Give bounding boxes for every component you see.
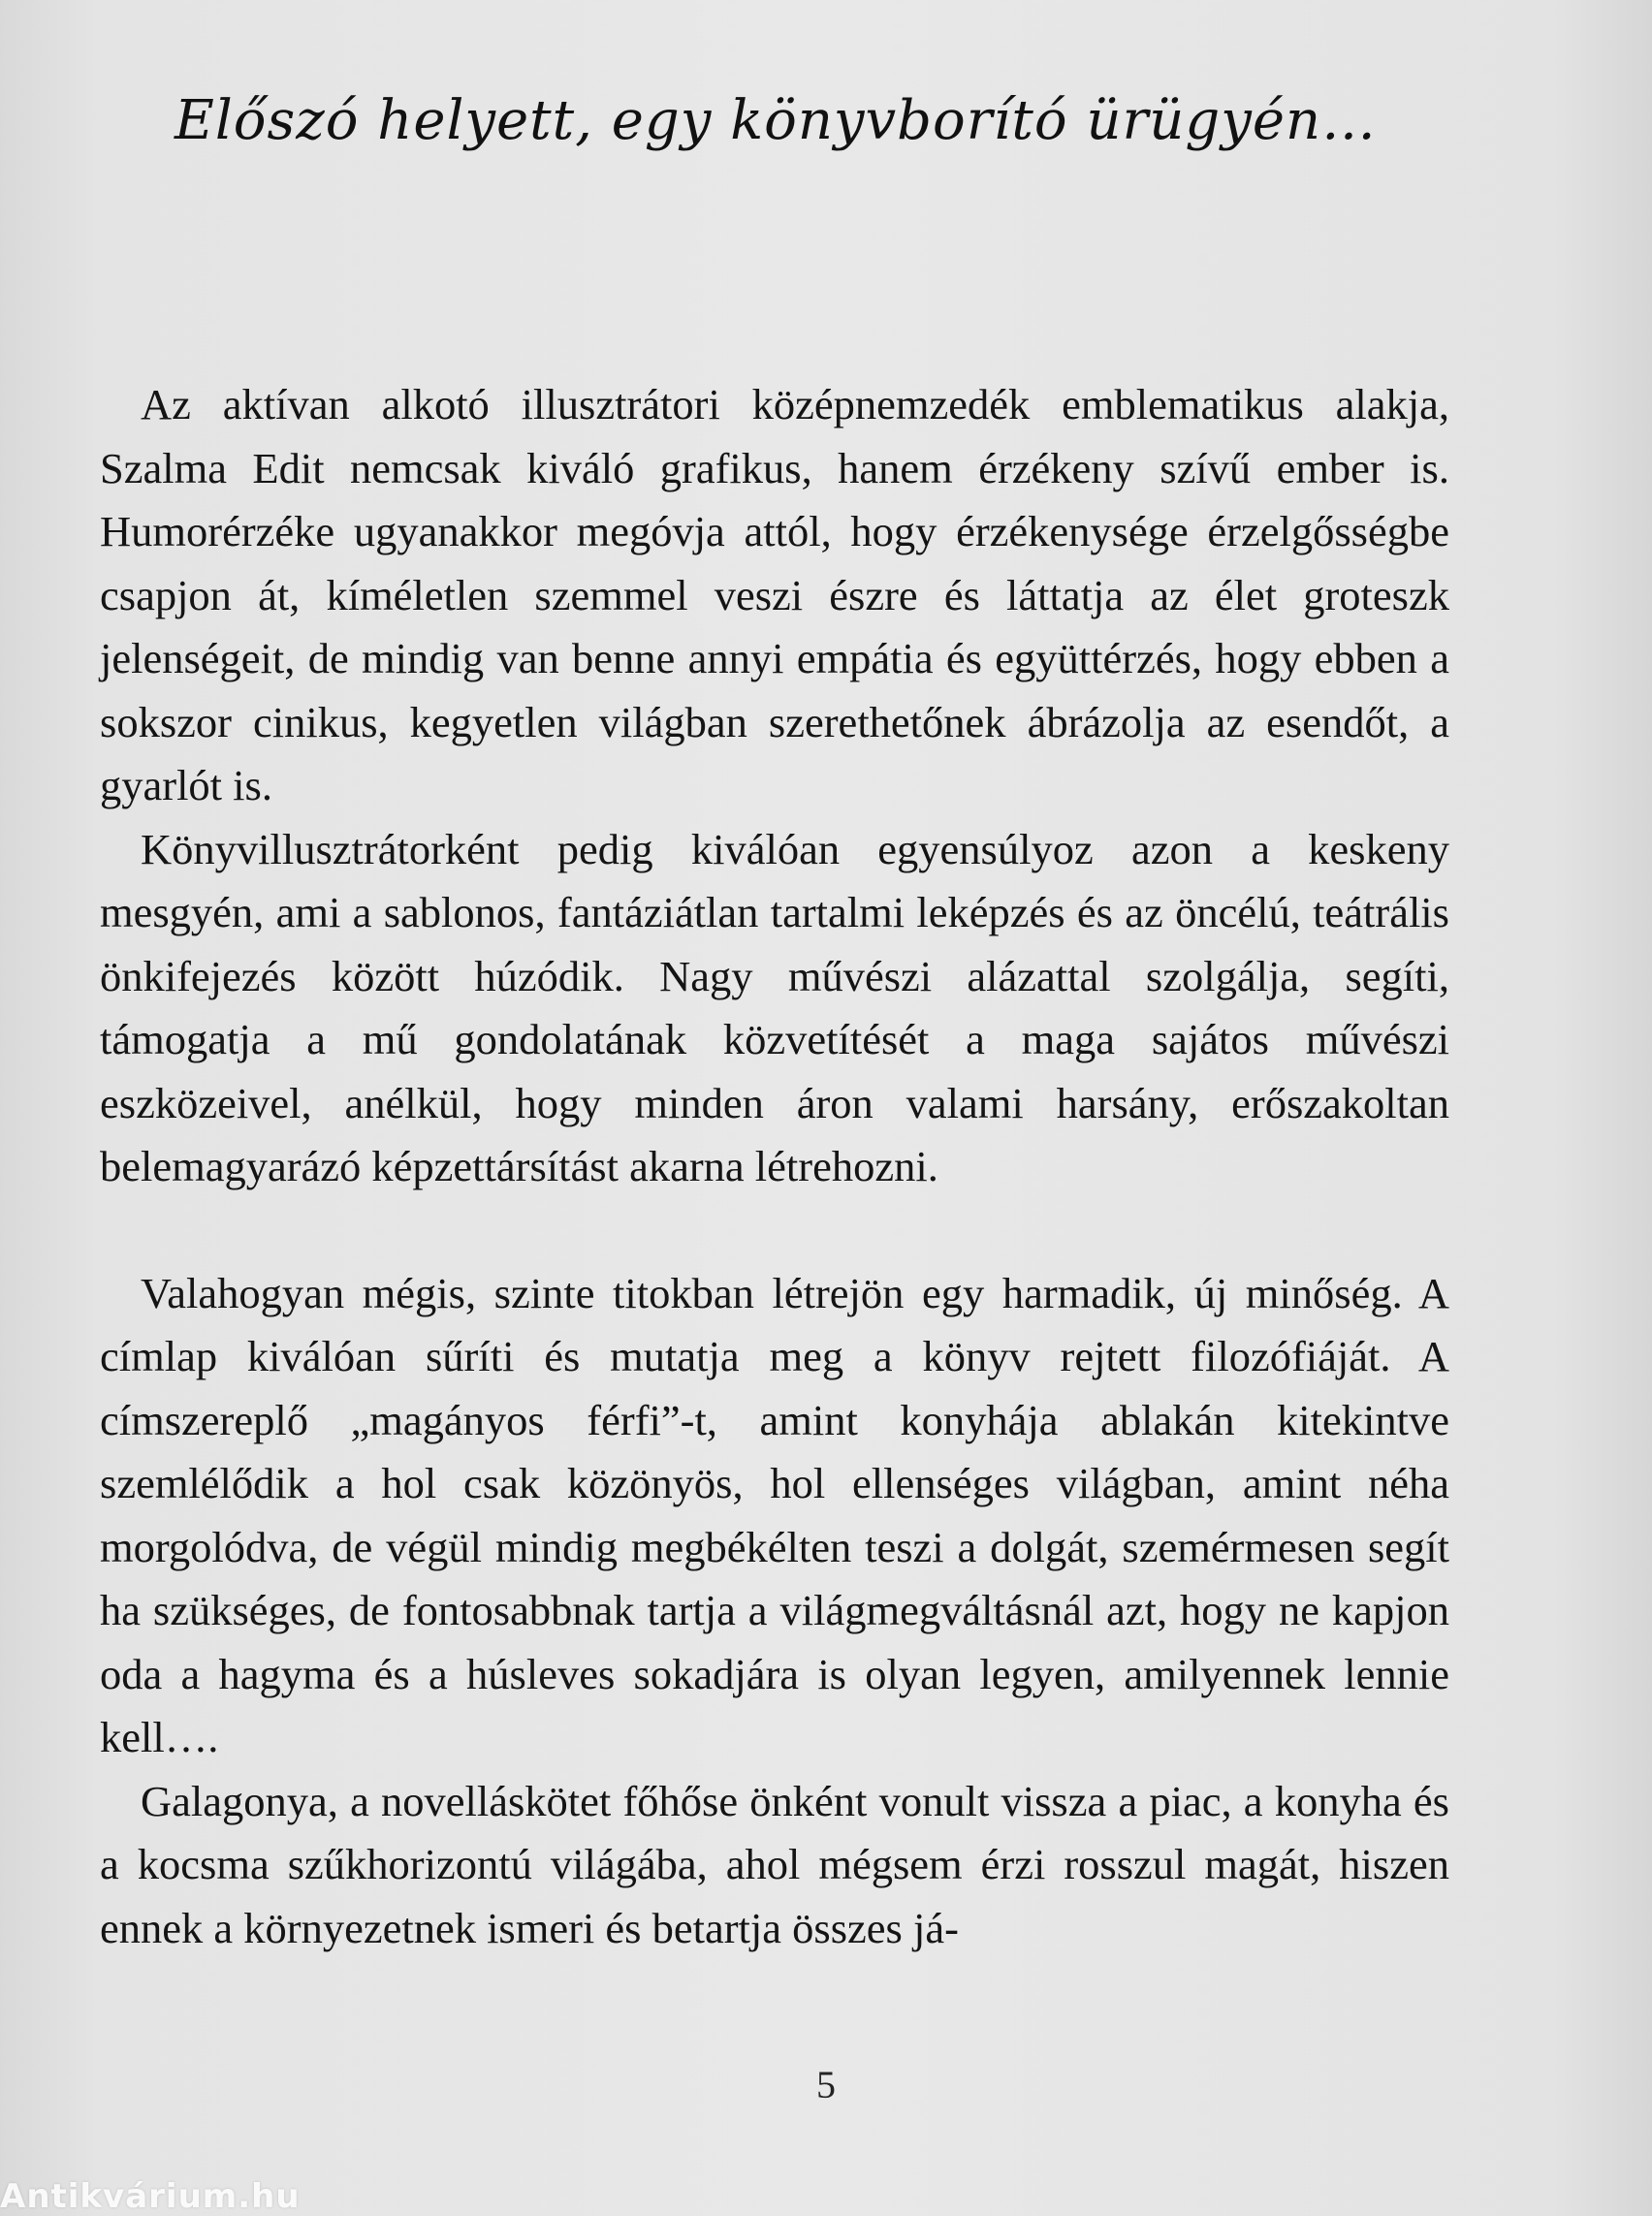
body-text [100,373,1449,1960]
paragraph-1: Az aktívan alkotó illusztrátori középnemzedék emblematikus alakja, Szalma Edit nemcsak kiváló grafikus, hanem érzékeny szívű ember is. Humorérzéke ugyanakkor megóvja attól, hogy érzékenysége érzelgősségbe csapjon át, kíméletlen szemmel veszi észre és láttatja az élet groteszk jelenségeit, de mindig van benne annyi empátia és együttérzés, hogy ebben a sokszor cinikus, kegyetlen világban szerethetőnek ábrázolja az esendőt, a gyarlót is. [100,380,1449,809]
page-title: Előszó helyett, egy könyvborító ürügyén… [175,89,1378,152]
show-through-text [102,0,1459,60]
watermark: Antikvárium.hu [0,2177,301,2216]
paragraph-4: Galagonya, a novelláskötet főhőse önként vonult vissza a piac, a konyha és a kocsma szűkhorizontú világába, ahol mégsem érzi rosszul magát, hiszen ennek a környezetnek ismeri és betartja összes já- [100,1776,1449,1952]
paragraph-3: Valahogyan mégis, szinte titokban létrejön egy harmadik, új minőség. A címlap kiválóan sűríti és mutatja meg a könyv rejtett filozófiáját. A címszereplő „magányos férfi”-t, amint konyhája ablakán kitekintve szemlélődik a hol csak közönyös, hol ellenséges világban, amint néha morgolódva, de végül mindig megbékélten teszi a dolgát, szemérmesen segít ha szükséges, de fontosabbnak tartja a világmegváltásnál azt, hogy ne kapjon oda a hagyma és a húsleves sokadjára is olyan legyen, amilyennek lennie kell…. [100,1268,1449,1761]
paragraph-2: Könyvillusztrátorként pedig kiválóan egyensúlyoz azon a keskeny mesgyén, ami a sablonos, fantáziátlan tartalmi leképzés és az öncélú, teátrális önkifejezés között húzódik. Nagy művészi alázattal szolgálja, segíti, támogatja a mű gondolatának közvetítését a maga sajátos művészi eszközeivel, anélkül, hogy minden áron valami harsány, erőszakoltan belemagyarázó képzettársítást akarna létrehozni. [100,824,1449,1190]
page-number: 5 [816,2063,836,2106]
